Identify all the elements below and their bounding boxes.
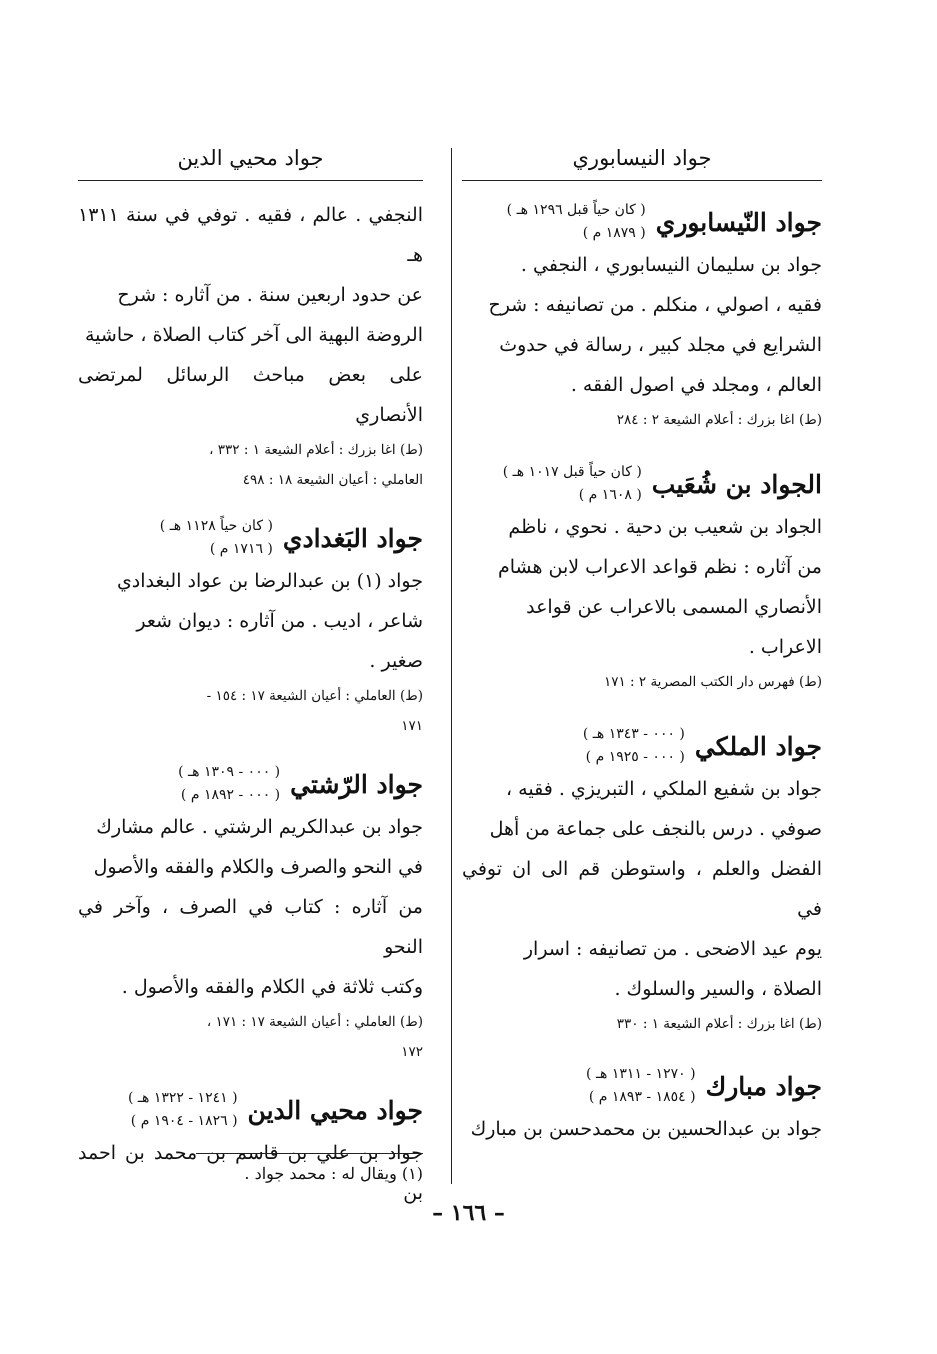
text-line: جواد بن علي بن قاسم بن محمد بن احمد بن <box>78 1142 423 1204</box>
entry-dates <box>160 515 273 561</box>
date-hijri: ( ١٢٤١ - ١٣٢٢ هـ ) <box>127 1090 238 1106</box>
entry-title: جواد الملكي <box>694 731 822 761</box>
right-column-header: جواد النيسابوري <box>462 140 822 181</box>
entry-dates <box>503 461 642 507</box>
entry-body <box>462 769 822 1009</box>
date-gregorian: ( ١٨٧٩ م ) <box>582 225 646 241</box>
entry-reference: العاملي : أعيان الشيعة ١٨ : ٤٩٨ <box>242 472 423 488</box>
date-gregorian: ( ١٧١٦ م ) <box>209 541 273 557</box>
entry-jawad-ibn-shuayb <box>462 461 822 697</box>
entry-jawad-muhyi-al-din <box>78 1087 423 1213</box>
date-hijri: ( كان حياً ١١٢٨ هـ ) <box>159 518 273 534</box>
entry-reference: (ط) العاملي : أعيان الشيعة ١٧ : ١٥٤ - <box>206 688 423 704</box>
text-line: جواد بن عبدالكريم الرشتي . عالم مشارك <box>96 816 423 838</box>
text-line: يوم عيد الاضحى . من تصانيفه : اسرار <box>523 938 822 960</box>
left-column-header: جواد محيي الدين <box>78 140 423 181</box>
text-line: وكتب ثلاثة في الكلام والفقه والأصول . <box>121 976 423 998</box>
date-gregorian: ( ١٨٢٦ - ١٩٠٤ م ) <box>130 1113 238 1129</box>
footnote: (١) ويقال له : محمد جواد . <box>244 1164 423 1183</box>
entry-reference: ١٧٢ <box>401 1044 423 1060</box>
text-line: صوفي . درس بالنجف على جماعة من أهل <box>489 818 822 840</box>
text-line: من آثاره : كتاب في الصرف ، وآخر في النحو <box>78 896 423 958</box>
entry-reference: (ط) اغا بزرك : أعلام الشيعة ١ : ٣٣٠ <box>616 1016 822 1032</box>
entry-body <box>78 195 423 435</box>
entry-body <box>462 245 822 405</box>
entry-dates <box>507 199 646 245</box>
column-divider <box>451 148 452 1184</box>
entry-reference: (ط) العاملي : أعيان الشيعة ١٧ : ١٧١ ، <box>206 1014 423 1030</box>
text-line: عن حدود اربعين سنة . من آثاره : شرح <box>117 284 423 306</box>
text-line: في النحو والصرف والكلام والفقه والأصول <box>93 856 423 878</box>
entry-title: جواد النّيسابوري <box>655 207 822 237</box>
entry-title: جواد مبارك <box>705 1071 822 1101</box>
entry-reference: (ط) فهرس دار الكتب المصرية ٢ : ١٧١ <box>603 674 822 690</box>
text-line: الفضل والعلم ، واستوطن قم الى ان توفي في <box>462 858 822 920</box>
text-line: من آثاره : نظم قواعد الاعراب لابن هشام <box>497 556 822 578</box>
entry-title: جواد البَغدادي <box>282 523 423 553</box>
entry-heading <box>462 723 822 769</box>
text-line: جواد بن سليمان النيسابوري ، النجفي . <box>520 254 822 276</box>
text-line: الروضة البهية الى آخر كتاب الصلاة ، حاشية <box>84 324 423 346</box>
footnote-separator <box>196 1153 423 1154</box>
entry-title: جواد الرّشتي <box>290 769 423 799</box>
entry-reference: (ط) اغا بزرك : أعلام الشيعة ٢ : ٢٨٤ <box>616 412 822 428</box>
date-hijri: ( ١٢٧٠ - ١٣١١ هـ ) <box>586 1066 696 1082</box>
entry-jawad-maliki <box>462 723 822 1039</box>
entry-heading <box>78 761 423 807</box>
entry-jawad-nisaburi <box>462 199 822 435</box>
date-hijri: ( ٠٠٠ - ١٣٤٣ هـ ) <box>582 726 685 742</box>
date-gregorian: ( ١٨٥٤ - ١٨٩٣ م ) <box>588 1089 696 1105</box>
entry-reference: ١٧١ <box>401 718 423 734</box>
entry-heading <box>78 1087 423 1133</box>
entry-dates <box>586 1063 696 1109</box>
text-line: الشرايع في مجلد كبير ، رسالة في حدوث <box>499 334 822 356</box>
left-column <box>78 140 423 1213</box>
text-line: الجواد بن شعيب بن دحية . نحوي ، ناظم <box>508 516 822 538</box>
entry-jawad-rashti <box>78 761 423 1067</box>
text-line: جواد بن شفيع الملكي ، التبريزي . فقيه ، <box>506 778 822 800</box>
text-line: جواد (١) بن عبدالرضا بن عواد البغدادي <box>116 570 423 592</box>
entry-body <box>78 807 423 1007</box>
entry-heading <box>78 515 423 561</box>
entry-jawad-mubarak <box>462 1063 822 1149</box>
text-line: جواد بن عبدالحسين بن محمدحسن بن مبارك <box>470 1118 822 1140</box>
text-line: شاعر ، اديب . من آثاره : ديوان شعر <box>136 610 423 632</box>
entry-body <box>462 1109 822 1149</box>
page-number: – ١٦٦ – <box>432 1200 505 1226</box>
text-line: النجفي . عالم ، فقيه . توفي في سنة ١٣١١ هـ <box>78 204 423 266</box>
entry-title: الجواد بن شُعَيب <box>651 469 822 499</box>
entry-dates <box>178 761 280 807</box>
text-line: الأنصاري المسمى بالاعراب عن قواعد <box>526 596 822 618</box>
text-line: على بعض مباحث الرسائل لمرتضى الأنصاري <box>78 364 423 426</box>
entry-heading <box>462 1063 822 1109</box>
entry-reference: (ط) اغا بزرك : أعلام الشيعة ١ : ٣٣٢ ، <box>209 442 423 458</box>
text-line: الصلاة ، والسير والسلوك . <box>614 978 822 1000</box>
entry-dates <box>128 1087 238 1133</box>
date-hijri: ( كان حياً قبل ١٢٩٦ هـ ) <box>506 202 646 218</box>
date-hijri: ( ٠٠٠ - ١٣٠٩ هـ ) <box>178 764 281 780</box>
entry-body <box>462 507 822 667</box>
entry-dates <box>583 723 685 769</box>
entry-heading <box>462 461 822 507</box>
entry-continuation <box>78 195 423 495</box>
text-line: فقيه ، اصولي ، منكلم . من تصانيفه : شرح <box>488 294 822 316</box>
date-gregorian: ( ١٦٠٨ م ) <box>578 487 642 503</box>
text-line: العالم ، ومجلد في اصول الفقه . <box>570 374 822 396</box>
text-line: الاعراب . <box>748 636 822 658</box>
right-column <box>462 140 822 1149</box>
text-line: صغير . <box>369 650 423 672</box>
date-hijri: ( كان حياً قبل ١٠١٧ هـ ) <box>502 464 642 480</box>
date-gregorian: ( ٠٠٠ - ١٩٢٥ م ) <box>585 749 685 765</box>
entry-body <box>78 561 423 681</box>
entry-heading <box>462 199 822 245</box>
date-gregorian: ( ٠٠٠ - ١٨٩٢ م ) <box>180 787 281 803</box>
entry-title: جواد محيي الدين <box>247 1095 423 1125</box>
entry-jawad-baghdadi <box>78 515 423 741</box>
